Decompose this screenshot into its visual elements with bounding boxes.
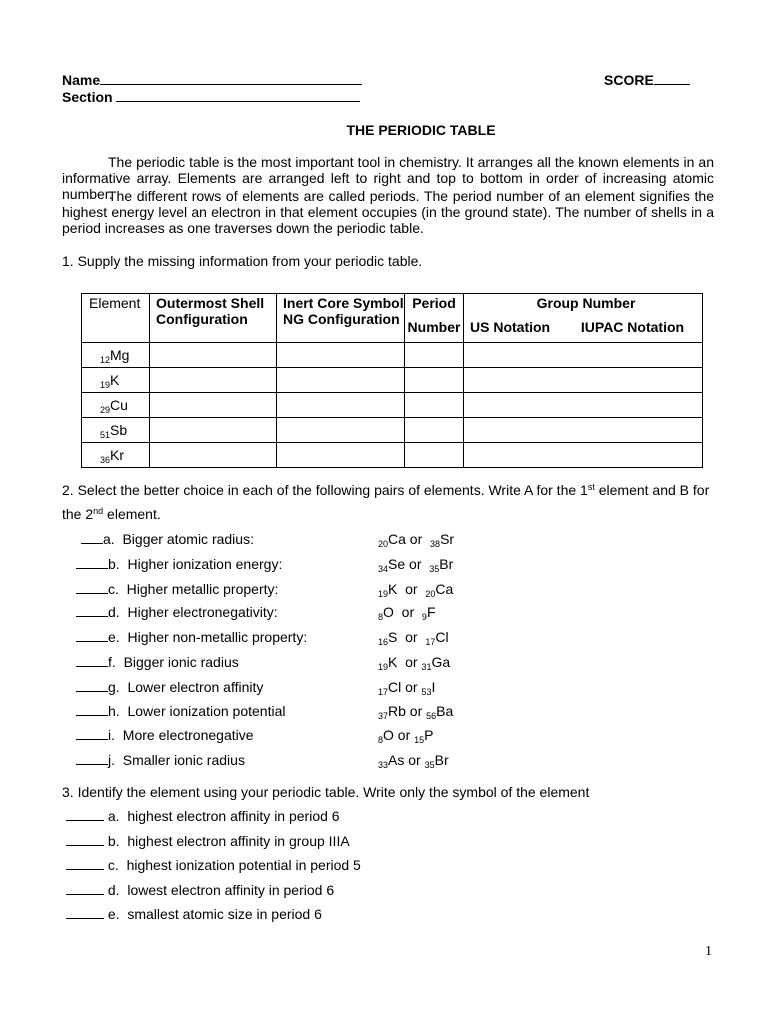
answer-cell[interactable] bbox=[150, 343, 277, 368]
intro-paragraph-1: The periodic table is the most important tool in chemistry. It arranges all the known elements in an informative array. Elements are arranged left to right and top to bottom in order of increasing atomic number. bbox=[62, 154, 714, 202]
answer-cell[interactable] bbox=[464, 368, 703, 393]
answer-cell[interactable] bbox=[464, 343, 703, 368]
name-row bbox=[62, 72, 362, 88]
q2-choices: $_{16}$S or $_{17}$Cl bbox=[378, 629, 449, 647]
col-inert-core: Inert Core Symbol NG Configuration bbox=[277, 294, 405, 343]
q2-item: a. Bigger atomic radius: bbox=[81, 531, 254, 547]
element-cell: $_{12}$Mg bbox=[82, 343, 150, 368]
answer-cell[interactable] bbox=[277, 443, 405, 468]
answer-cell[interactable] bbox=[405, 368, 464, 393]
col-group-number: Group Number US Notation IUPAC Notation bbox=[464, 294, 703, 343]
page-title: THE PERIODIC TABLE bbox=[346, 122, 496, 138]
q2-item: i. More electronegative bbox=[76, 727, 254, 743]
q2-item: e. Higher non-metallic property: bbox=[76, 629, 307, 645]
section-label: Section bbox=[62, 89, 113, 105]
element-cell: $_{51}$Sb bbox=[82, 418, 150, 443]
q2-item: f. Bigger ionic radius bbox=[76, 654, 239, 670]
question-3-prompt: 3. Identify the element using your periodic table. Write only the symbol of the element bbox=[62, 784, 590, 800]
question-2-prompt-line-2: the 2nd element. bbox=[62, 506, 161, 522]
q3-item: d. lowest electron affinity in period 6 bbox=[66, 882, 334, 898]
q2-choices: $_{19}$K or $_{31}$Ga bbox=[378, 654, 451, 672]
answer-cell[interactable] bbox=[150, 393, 277, 418]
answer-blank[interactable] bbox=[66, 906, 104, 919]
answer-blank[interactable] bbox=[76, 752, 108, 765]
element-cell: $_{29}$Cu bbox=[82, 393, 150, 418]
answer-blank[interactable] bbox=[76, 679, 108, 692]
q2-choices: $_8$O or $_{15}$P bbox=[378, 727, 434, 745]
answer-cell[interactable] bbox=[405, 418, 464, 443]
element-cell: $_{36}$Kr bbox=[82, 443, 150, 468]
table-row bbox=[82, 368, 703, 393]
q2-item: h. Lower ionization potential bbox=[76, 703, 285, 719]
q2-choices: $_{20}$Ca or $_{38}$Sr bbox=[378, 531, 455, 549]
answer-cell[interactable] bbox=[277, 418, 405, 443]
answer-cell[interactable] bbox=[464, 443, 703, 468]
answer-blank[interactable] bbox=[66, 857, 104, 870]
answer-cell[interactable] bbox=[150, 418, 277, 443]
answer-cell[interactable] bbox=[277, 343, 405, 368]
us-notation-header: US Notation bbox=[470, 319, 551, 335]
answer-blank[interactable] bbox=[66, 833, 104, 846]
answer-cell[interactable] bbox=[277, 368, 405, 393]
answer-cell[interactable] bbox=[150, 368, 277, 393]
q2-item: g. Lower electron affinity bbox=[76, 679, 263, 695]
answer-blank[interactable] bbox=[76, 703, 108, 716]
table-row bbox=[82, 443, 703, 468]
answer-cell[interactable] bbox=[277, 393, 405, 418]
q2-choices: $_{37}$Rb or $_{56}$Ba bbox=[378, 703, 454, 721]
table-row bbox=[82, 393, 703, 418]
answer-blank[interactable] bbox=[76, 556, 108, 569]
q3-item: e. smallest atomic size in period 6 bbox=[66, 906, 322, 922]
q2-item: b. Higher ionization energy: bbox=[76, 556, 282, 572]
q3-item: a. highest electron affinity in period 6 bbox=[66, 808, 340, 824]
q2-item: d. Higher electronegativity: bbox=[76, 604, 278, 620]
element-info-table bbox=[81, 293, 703, 468]
q2-choices: $_{33}$As or $_{35}$Br bbox=[378, 752, 449, 770]
answer-blank[interactable] bbox=[66, 882, 104, 895]
question-2-prompt-line-1: 2. Select the better choice in each of the following pairs of elements. Write A for the 1st element and B for bbox=[62, 482, 710, 498]
answer-blank[interactable] bbox=[66, 808, 104, 821]
q3-item: c. highest ionization potential in period 5 bbox=[66, 857, 361, 873]
answer-blank[interactable] bbox=[81, 531, 103, 544]
score-row bbox=[604, 72, 690, 88]
iupac-notation-header: IUPAC Notation bbox=[580, 319, 685, 335]
table-row bbox=[82, 418, 703, 443]
element-cell: $_{19}$K bbox=[82, 368, 150, 393]
answer-blank[interactable] bbox=[76, 581, 108, 594]
question-1-prompt: 1. Supply the missing information from your periodic table. bbox=[62, 253, 423, 269]
score-label: SCORE bbox=[604, 72, 654, 88]
col-element: Element bbox=[82, 294, 150, 343]
q2-choices: $_{34}$Se or $_{35}$Br bbox=[378, 556, 454, 574]
answer-cell[interactable] bbox=[405, 343, 464, 368]
answer-blank[interactable] bbox=[76, 654, 108, 667]
section-row bbox=[62, 89, 360, 105]
answer-blank[interactable] bbox=[76, 629, 108, 642]
page-number: 1 bbox=[705, 944, 712, 959]
q2-item: j. Smaller ionic radius bbox=[76, 752, 245, 768]
answer-blank[interactable] bbox=[76, 727, 108, 740]
answer-cell[interactable] bbox=[464, 418, 703, 443]
col-period: Period Number bbox=[405, 294, 464, 343]
answer-cell[interactable] bbox=[464, 393, 703, 418]
name-field[interactable] bbox=[100, 72, 362, 85]
q2-choices: $_{17}$Cl or $_{53}$I bbox=[378, 679, 436, 697]
table-header-row bbox=[82, 294, 703, 343]
q2-choices: $_{19}$K or $_{20}$Ca bbox=[378, 581, 454, 599]
answer-cell[interactable] bbox=[150, 443, 277, 468]
section-field[interactable] bbox=[116, 89, 360, 102]
answer-cell[interactable] bbox=[405, 443, 464, 468]
table-row bbox=[82, 343, 703, 368]
answer-cell[interactable] bbox=[405, 393, 464, 418]
intro-paragraph-2: The different rows of elements are called periods. The period number of an element signifies the highest energy level an electron in that element occupies (in the ground state). The number of shells in a period increases as one traverses down the periodic table. bbox=[62, 188, 714, 236]
col-outermost-shell: Outermost Shell Configuration bbox=[150, 294, 277, 343]
q2-choices: $_8$O or $_9$F bbox=[378, 604, 436, 622]
q3-item: b. highest electron affinity in group IIIA bbox=[66, 833, 350, 849]
answer-blank[interactable] bbox=[76, 604, 108, 617]
name-label: Name bbox=[62, 72, 101, 88]
q2-item: c. Higher metallic property: bbox=[76, 581, 278, 597]
score-field[interactable] bbox=[654, 72, 690, 85]
